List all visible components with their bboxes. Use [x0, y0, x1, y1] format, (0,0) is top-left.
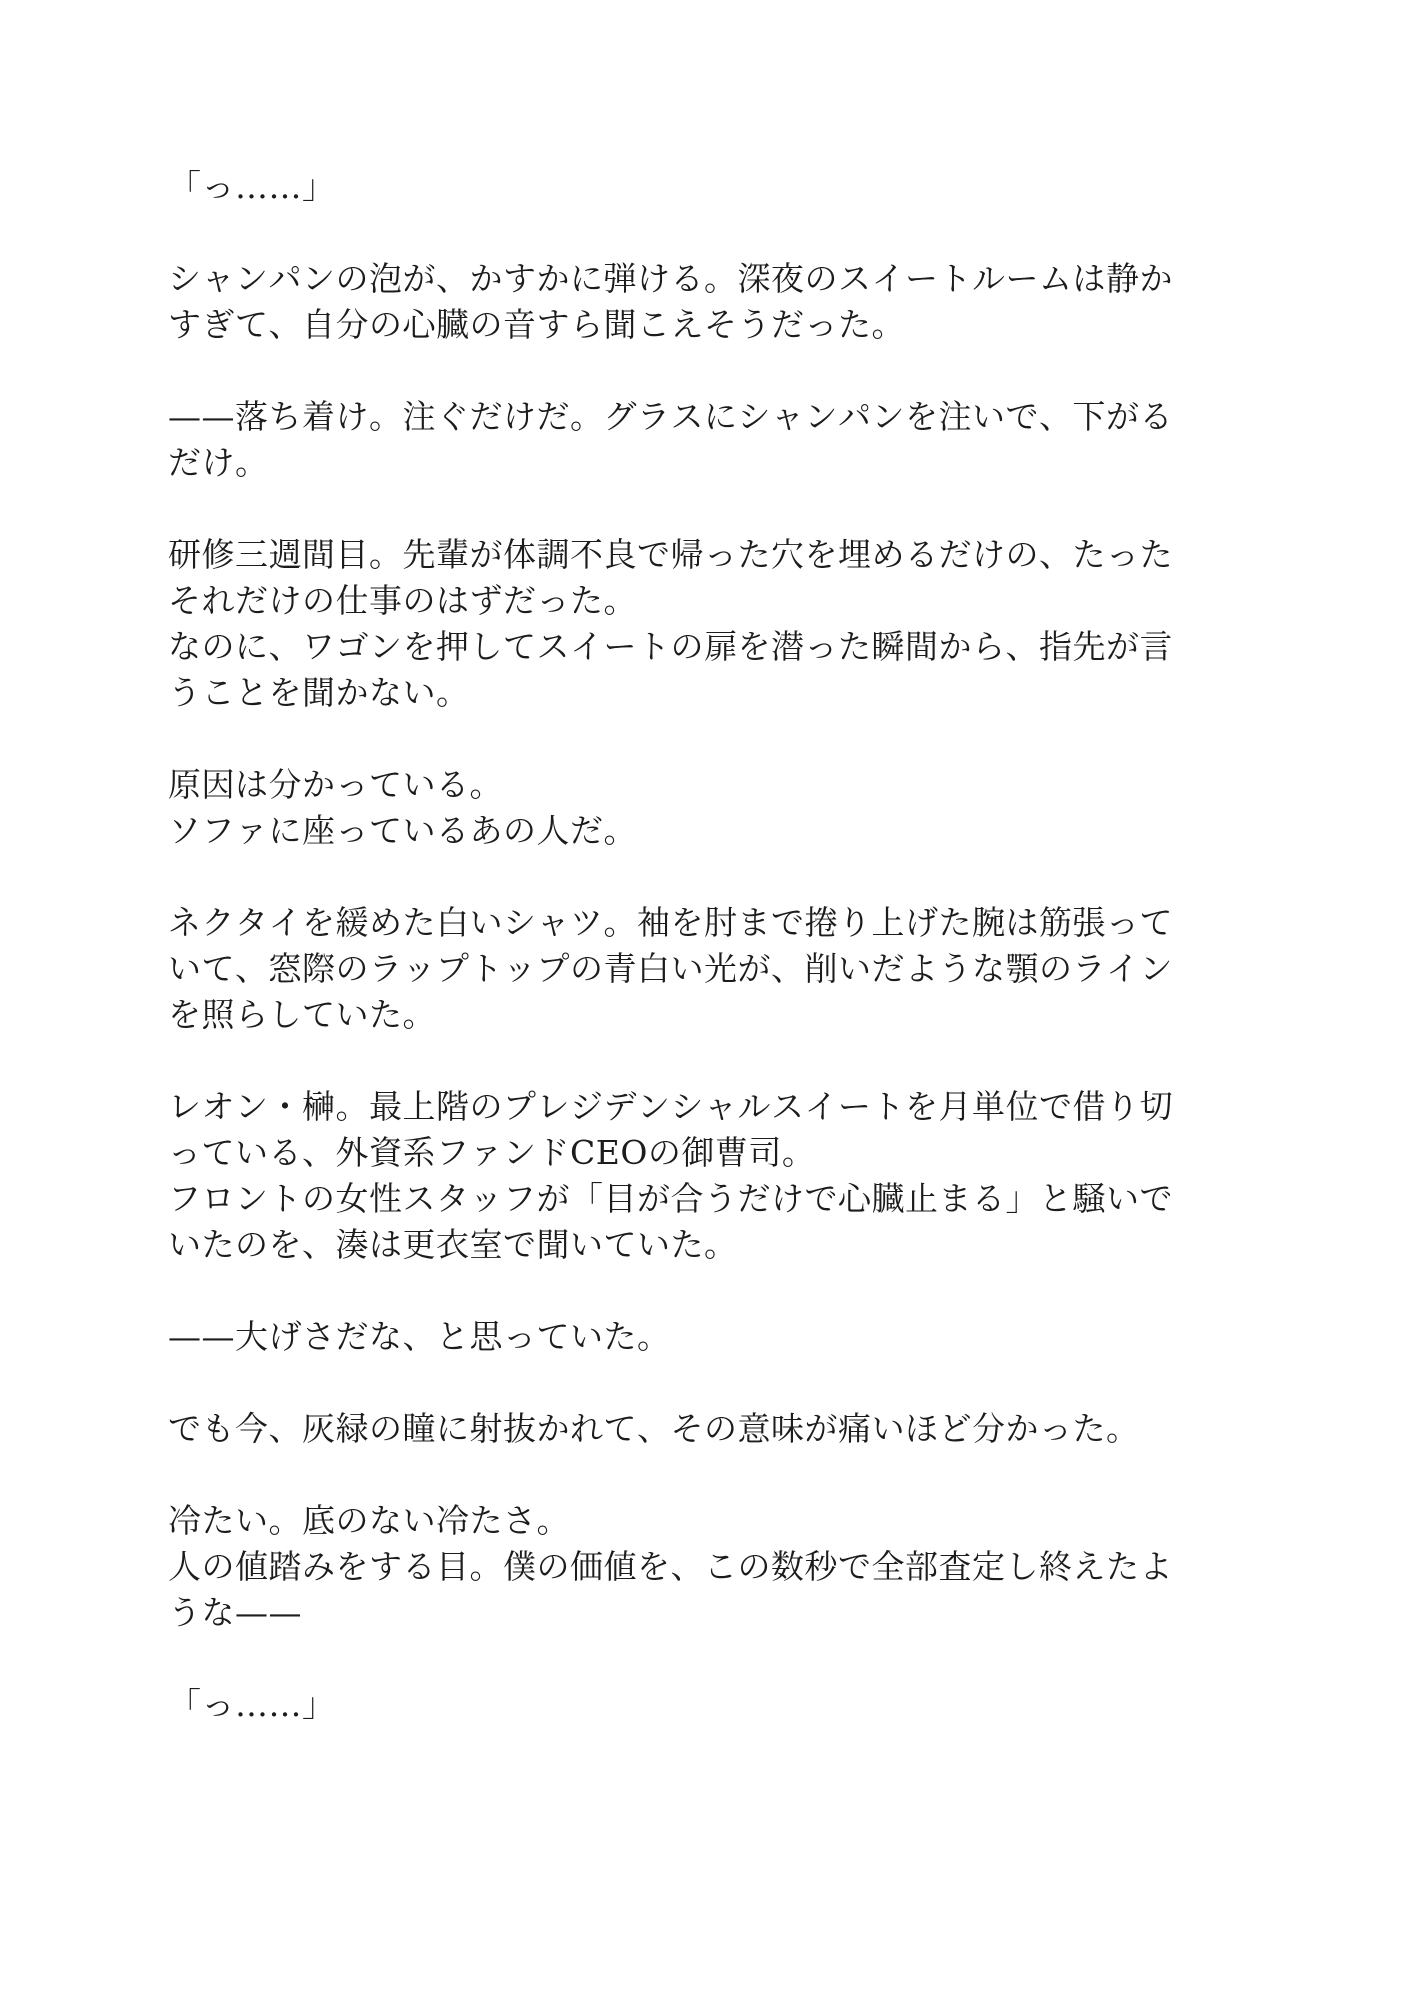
text-line: うな—— [168, 1593, 302, 1632]
paragraph [168, 1682, 1255, 1728]
text-line: 人の値踏みをする目。僕の価値を、この数秒で全部査定し終えたよ [168, 1547, 1173, 1586]
text-line: いて、窓際のラップトップの青白い光が、削いだような顎のライン [168, 949, 1173, 988]
paragraph [168, 900, 1255, 1038]
text-line: いたのを、湊は更衣室で聞いていた。 [168, 1225, 738, 1264]
text-line: ——大げさだな、と思っていた。 [168, 1317, 671, 1356]
text-line: 冷たい。底のない冷たさ。 [168, 1501, 570, 1540]
novel-text-block [168, 164, 1255, 1774]
text-line: を照らしていた。 [168, 995, 436, 1034]
paragraph [168, 762, 1255, 854]
paragraph [168, 1406, 1255, 1452]
text-line: ——落ち着け。注ぐだけだ。グラスにシャンパンを注いで、下がる [168, 397, 1173, 436]
paragraph [168, 256, 1255, 348]
text-line: すぎて、自分の心臓の音すら聞こえそうだった。 [168, 305, 905, 344]
text-line: シャンパンの泡が、かすかに弾ける。深夜のスイートルームは静か [168, 259, 1173, 298]
paragraph [168, 1084, 1255, 1268]
text-line: っている、外資系ファンドCEOの御曹司。 [168, 1133, 816, 1172]
text-line: だけ。 [168, 443, 269, 482]
text-line: ネクタイを緩めた白いシャツ。袖を肘まで捲り上げた腕は筋張って [168, 903, 1173, 942]
paragraph [168, 394, 1255, 486]
text-line: フロントの女性スタッフが「目が合うだけで心臓止まる」と騒いで [168, 1179, 1173, 1218]
text-line: なのに、ワゴンを押してスイートの扉を潜った瞬間から、指先が言 [168, 627, 1173, 666]
text-line: でも今、灰緑の瞳に射抜かれて、その意味が痛いほど分かった。 [168, 1409, 1140, 1448]
text-line: ソファに座っているあの人だ。 [168, 811, 637, 850]
paragraph [168, 1314, 1255, 1360]
text-line: レオン・榊。最上階のプレジデンシャルスイートを月単位で借り切 [168, 1087, 1173, 1126]
text-line: 研修三週間目。先輩が体調不良で帰った穴を埋めるだけの、たった [168, 535, 1173, 574]
text-line: うことを聞かない。 [168, 673, 470, 712]
text-line: 原因は分かっている。 [168, 765, 503, 804]
text-line: それだけの仕事のはずだった。 [168, 581, 637, 620]
paragraph [168, 1498, 1255, 1636]
paragraph [168, 164, 1255, 210]
text-line: 「っ……」 [168, 167, 336, 206]
paragraph [168, 532, 1255, 716]
text-line: 「っ……」 [168, 1685, 336, 1724]
